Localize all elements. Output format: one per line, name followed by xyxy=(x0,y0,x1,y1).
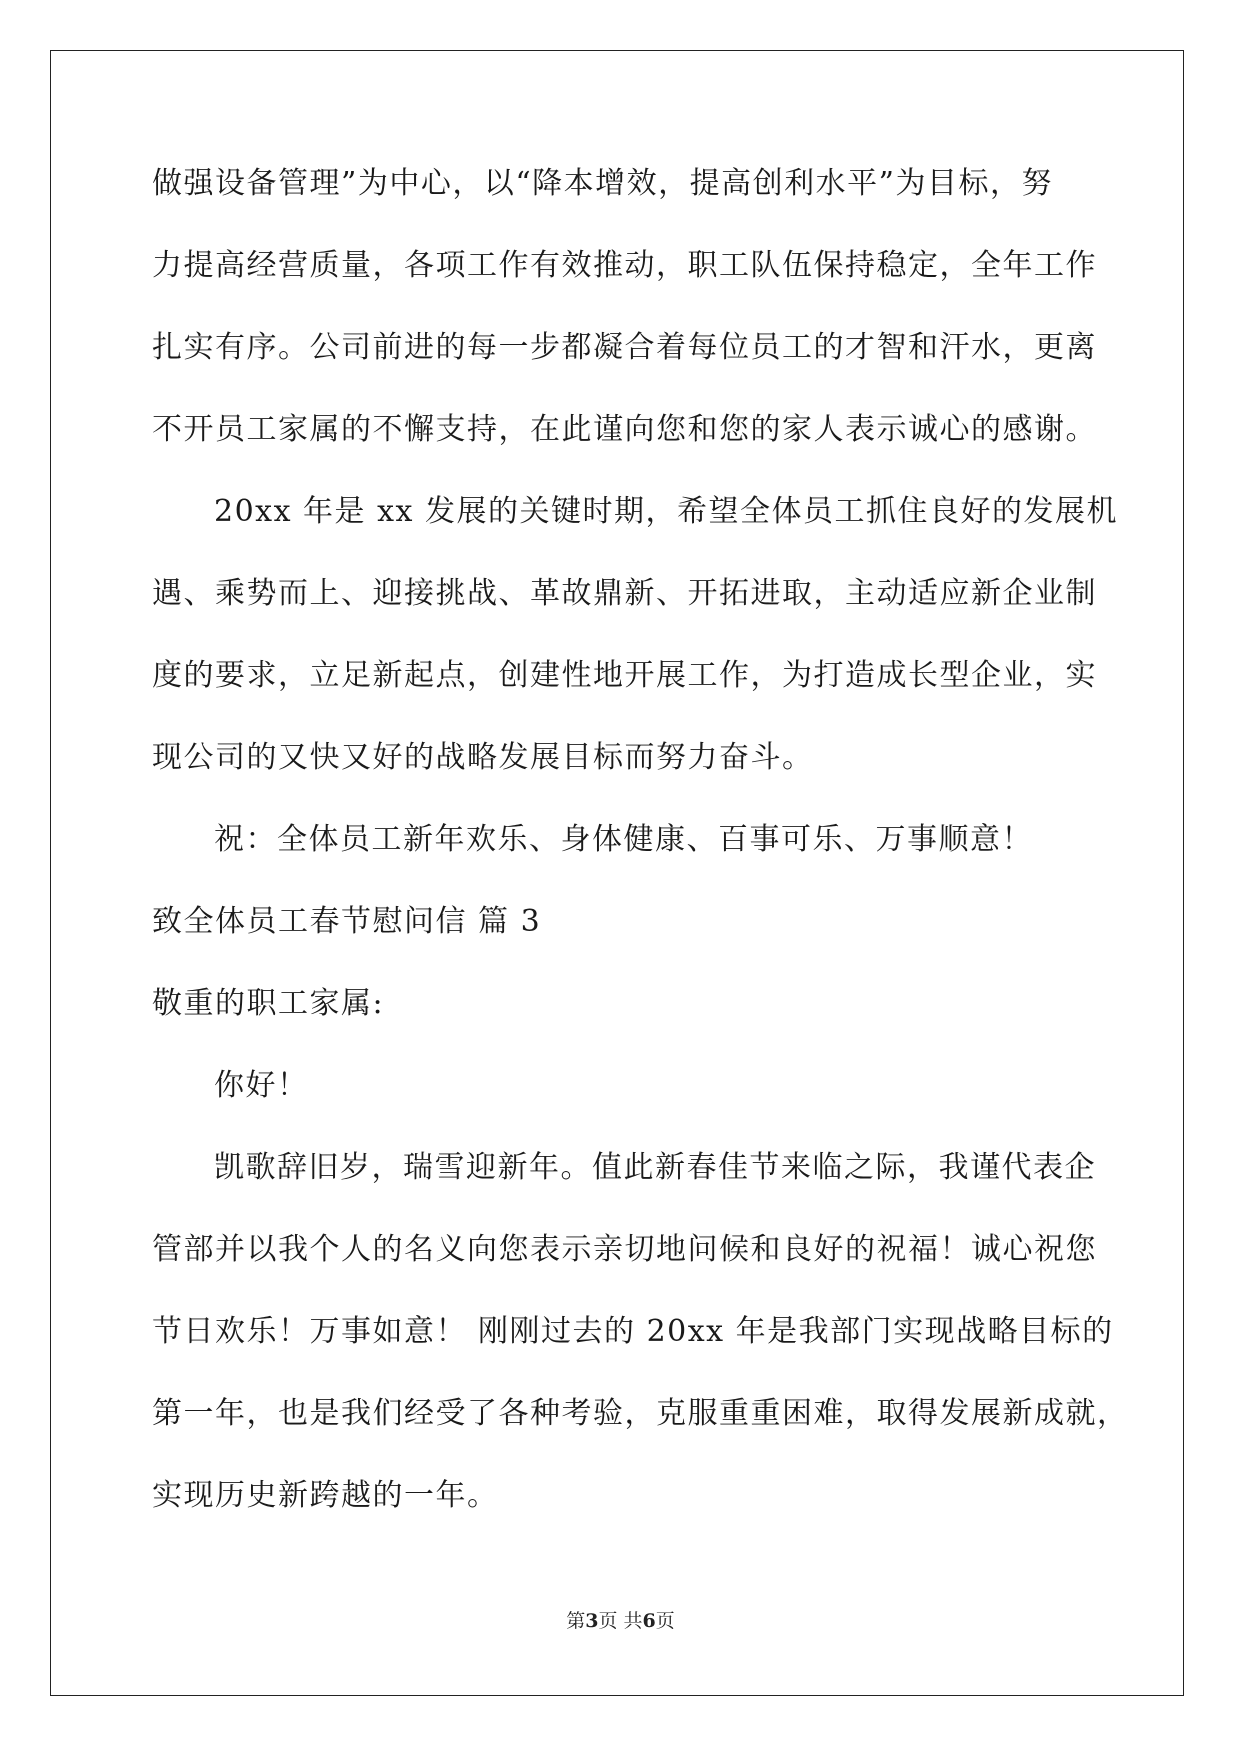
text-line: 管部并以我个人的名义向您表示亲切地问候和良好的祝福！诚心祝您 xyxy=(152,1232,1097,1267)
text-line: 不开员工家属的不懈支持，在此谨向您和您的家人表示诚心的感谢。 xyxy=(152,412,1097,447)
text-line: 力提高经营质量，各项工作有效推动，职工队伍保持稳定，全年工作 xyxy=(152,248,1097,283)
text-line: 20xx 年是 xx 发展的关键时期，希望全体员工抓住良好的发展机 xyxy=(214,494,1118,529)
page-prefix: 第 xyxy=(566,1610,586,1632)
section-heading: 致全体员工春节慰问信 篇 3 xyxy=(152,904,542,939)
text-line: 节日欢乐！万事如意！ 刚刚过去的 20xx 年是我部门实现战略目标的 xyxy=(152,1314,1114,1349)
greeting: 你好！ xyxy=(214,1068,309,1103)
text-line: 祝：全体员工新年欢乐、身体健康、百事可乐、万事顺意！ xyxy=(214,822,1033,857)
page-current: 3 xyxy=(585,1610,599,1632)
text-line: 遇、乘势而上、迎接挑战、革故鼎新、开拓进取，主动适应新企业制 xyxy=(152,576,1097,611)
document-body xyxy=(152,164,1129,1558)
page-mid: 页 共 xyxy=(598,1610,643,1632)
page-suffix: 页 xyxy=(655,1610,675,1632)
text-line: 第一年，也是我们经受了各种考验，克服重重困难，取得发展新成就， xyxy=(152,1396,1129,1431)
salutation: 敬重的职工家属: xyxy=(152,986,385,1021)
text-line: 度的要求，立足新起点，创建性地开展工作，为打造成长型企业，实 xyxy=(152,658,1097,693)
text-line: 凯歌辞旧岁，瑞雪迎新年。值此新春佳节来临之际，我谨代表企 xyxy=(214,1150,1096,1185)
page-number-footer xyxy=(0,1606,1241,1633)
text-line: 实现历史新跨越的一年。 xyxy=(152,1478,499,1513)
page-total: 6 xyxy=(642,1610,656,1632)
text-line: 做强设备管理”为中心，以“降本增效，提高创利水平”为目标，努 xyxy=(152,166,1054,201)
text-line: 现公司的又快又好的战略发展目标而努力奋斗。 xyxy=(152,740,814,775)
text-line: 扎实有序。公司前进的每一步都凝合着每位员工的才智和汗水，更离 xyxy=(152,330,1097,365)
